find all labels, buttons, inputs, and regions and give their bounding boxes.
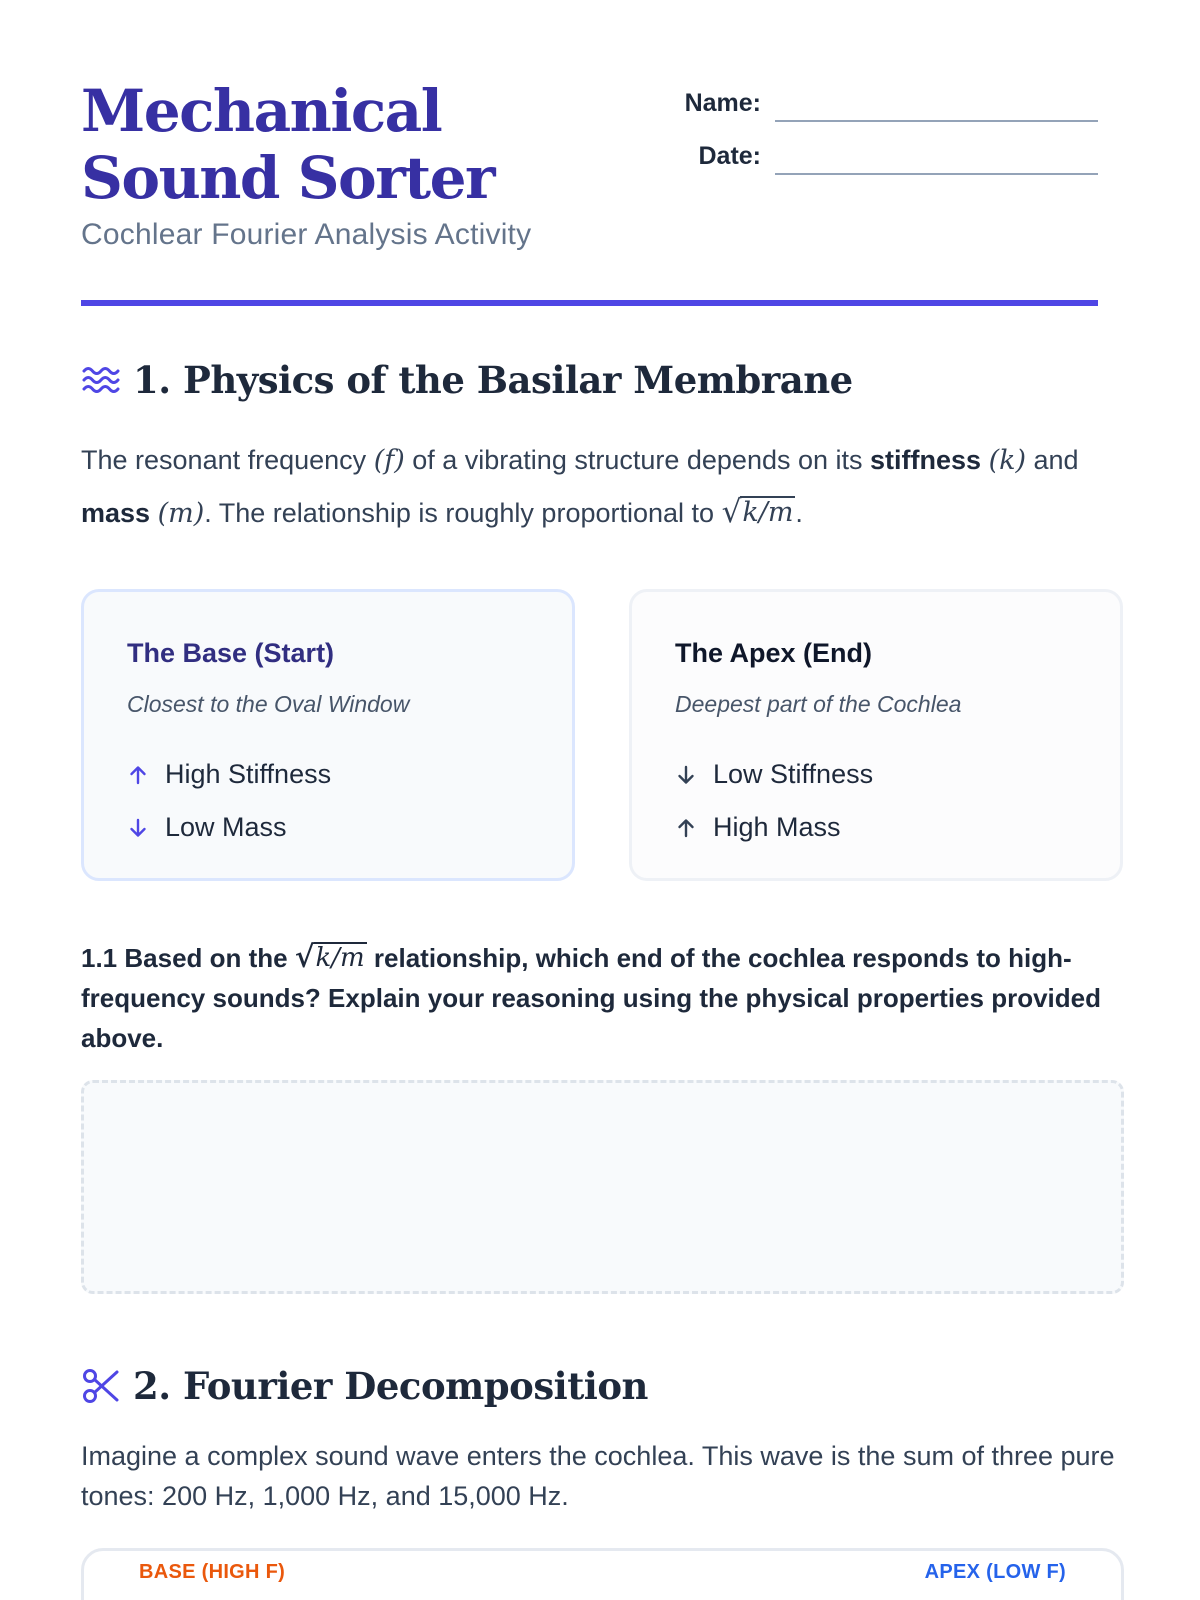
base-high-f-label: BASE (HIGH F)	[139, 1561, 286, 1583]
apex-card-title: The Apex (End)	[675, 638, 873, 668]
frequency-symbol: (f)	[373, 445, 405, 476]
name-label: Name:	[684, 89, 761, 117]
section-1-intro: The resonant frequency (f) of a vibrating structure depends on its stiffness (k) and mass (m). The relationship is roughly proportional to √ k/m .	[81, 445, 1079, 530]
stiffness-symbol: (k)	[988, 445, 1027, 476]
stiffness-term: stiffness	[870, 445, 982, 475]
base-card-title: The Base (Start)	[127, 638, 335, 668]
apex-low-f-label: APEX (LOW F)	[924, 1561, 1066, 1583]
base-card	[81, 589, 575, 881]
answer-box-1-1[interactable]	[81, 1080, 1124, 1294]
date-field	[678, 135, 1098, 175]
mass-symbol: (m)	[157, 498, 205, 529]
section-2-heading	[81, 1364, 648, 1408]
apex-card-subtitle: Deepest part of the Cochlea	[675, 691, 962, 717]
page-subtitle: Cochlear Fourier Analysis Activity	[81, 218, 532, 251]
name-field	[678, 82, 1098, 122]
waves-icon	[81, 360, 121, 400]
arrow-down-icon	[675, 764, 697, 786]
arrow-up-icon	[675, 817, 697, 839]
sqrt-formula: √ k/m	[294, 940, 365, 975]
cochlea-diagram	[81, 1548, 1124, 1600]
header-divider	[81, 300, 1098, 306]
name-input-line[interactable]	[775, 84, 1098, 122]
section-1-heading	[81, 358, 853, 402]
section-2-intro: Imagine a complex sound wave enters the cochlea. This wave is the sum of three pure tones: 200 Hz, 1,000 Hz, and 15,000 Hz.	[81, 1441, 1115, 1511]
sqrt-formula: √ k/m	[721, 494, 794, 530]
base-stiffness-item: High Stiffness	[127, 748, 529, 801]
arrow-up-icon	[127, 764, 149, 786]
apex-mass-item: High Mass	[675, 801, 1077, 854]
arrow-down-icon	[127, 817, 149, 839]
section-1-title: 1. Physics of the Basilar Membrane	[133, 358, 853, 402]
section-2-title: 2. Fourier Decomposition	[133, 1364, 648, 1408]
date-label: Date:	[698, 142, 761, 170]
question-1-1: 1.1 Based on the √ k/m relationship, which end of the cochlea responds to high-frequency sounds? Explain your reasoning using the physical properties provided above.	[81, 940, 1101, 1053]
apex-card	[629, 589, 1123, 881]
base-card-subtitle: Closest to the Oval Window	[127, 691, 410, 717]
date-input-line[interactable]	[775, 137, 1098, 175]
student-fields	[678, 82, 1098, 188]
apex-stiffness-item: Low Stiffness	[675, 748, 1077, 801]
scissors-icon	[81, 1366, 121, 1406]
worksheet-header	[81, 0, 1098, 304]
page-title: Mechanical Sound Sorter	[81, 77, 495, 212]
mass-term: mass	[81, 498, 151, 528]
base-mass-item: Low Mass	[127, 801, 529, 854]
